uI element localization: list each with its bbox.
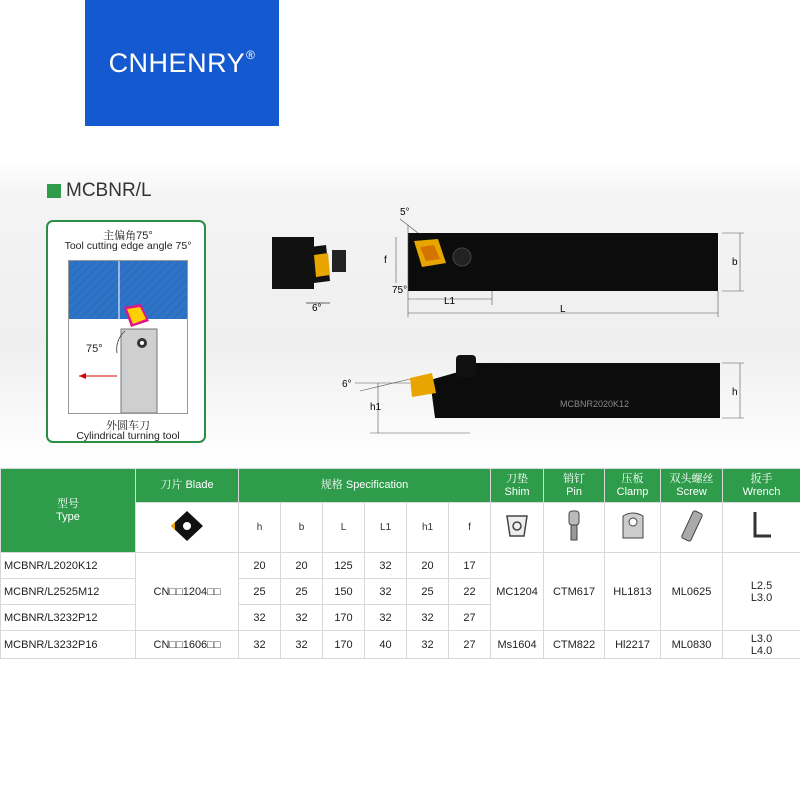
- cell-h1: 25: [407, 579, 449, 605]
- spec-table: [0, 468, 800, 659]
- brand-logo: [85, 0, 279, 126]
- dim-h1: h1: [407, 503, 449, 553]
- cell-b: 32: [281, 631, 323, 659]
- header-clamp: 压板 Clamp: [605, 469, 661, 503]
- diagram-title-en: Tool cutting edge angle 75°: [64, 240, 192, 252]
- cell-h1: 32: [407, 631, 449, 659]
- dim-L1: L1: [365, 503, 407, 553]
- side-view-drawing: [355, 355, 744, 433]
- label-f: f: [384, 255, 387, 266]
- header-wrench: 扳手 Wrench: [723, 469, 800, 503]
- clamp-code: Hl2217: [605, 631, 661, 659]
- diagram-title-cn: 主偏角75°: [103, 230, 153, 242]
- cell-L1: 32: [365, 605, 407, 631]
- cell-f: 27: [449, 631, 491, 659]
- cell-h: 20: [239, 553, 281, 579]
- wrench-icon: [723, 503, 800, 553]
- label-side-angle-6: 6°: [342, 379, 352, 390]
- cell-b: 25: [281, 579, 323, 605]
- header-spec: 规格 Specification: [239, 469, 491, 503]
- cell-f: 17: [449, 553, 491, 579]
- tool-engraving: MCBNR2020K12: [560, 399, 630, 409]
- cell-h1: 32: [407, 605, 449, 631]
- clamp-code: HL1813: [605, 553, 661, 631]
- cell-h: 32: [239, 631, 281, 659]
- shim-code: Ms1604: [491, 631, 544, 659]
- logo-text: CNHENRY®: [108, 47, 256, 78]
- product-heading: [47, 180, 152, 202]
- screw-icon: [661, 503, 723, 553]
- label-angle-5: 5°: [400, 207, 410, 218]
- row-type: MCBNR/L2020K12: [1, 553, 136, 579]
- wrench-code: L2.5 L3.0: [723, 553, 800, 631]
- header-type: 型号 Type: [1, 469, 136, 553]
- shim-code: MC1204: [491, 553, 544, 631]
- dim-h: h: [239, 503, 281, 553]
- table-row: [1, 553, 800, 579]
- diagram-angle-label: 75°: [86, 343, 103, 355]
- cell-b: 32: [281, 605, 323, 631]
- cell-L: 170: [323, 631, 365, 659]
- cell-h: 32: [239, 605, 281, 631]
- label-end-angle-6: 6°: [312, 303, 322, 314]
- table-row: [1, 631, 800, 659]
- label-h: h: [732, 387, 738, 398]
- dim-b: b: [281, 503, 323, 553]
- pin-code: CTM617: [544, 553, 605, 631]
- pin-icon: [544, 503, 605, 553]
- cell-L1: 40: [365, 631, 407, 659]
- blade-code: CN□□1204□□: [136, 553, 239, 631]
- dim-L: L: [323, 503, 365, 553]
- cell-L1: 32: [365, 553, 407, 579]
- cell-L: 125: [323, 553, 365, 579]
- label-angle-75: 75°: [392, 285, 408, 296]
- header-screw: 双头螺丝 Screw: [661, 469, 723, 503]
- header-blade: 刀片 Blade: [136, 469, 239, 503]
- shim-icon: [491, 503, 544, 553]
- cell-L: 170: [323, 605, 365, 631]
- diagram-caption-en: Cylindrical turning tool: [76, 430, 180, 442]
- dim-f: f: [449, 503, 491, 553]
- header-shim: 刀垫 Shim: [491, 469, 544, 503]
- row-type: MCBNR/L3232P16: [1, 631, 136, 659]
- label-b: b: [732, 257, 738, 268]
- cell-h1: 20: [407, 553, 449, 579]
- cell-L: 150: [323, 579, 365, 605]
- cell-b: 20: [281, 553, 323, 579]
- diagram-drawing: [68, 260, 188, 414]
- label-L: L: [560, 304, 566, 315]
- screw-code: ML0625: [661, 553, 723, 631]
- blade-insert-icon: [136, 503, 239, 553]
- pin-code: CTM822: [544, 631, 605, 659]
- clamp-icon: [605, 503, 661, 553]
- row-type: MCBNR/L2525M12: [1, 579, 136, 605]
- label-h1: h1: [370, 402, 382, 413]
- end-view-drawing: [272, 237, 346, 303]
- heading-square-icon: [47, 184, 61, 198]
- cutting-angle-diagram: [46, 220, 206, 443]
- header-pin: 销钉 Pin: [544, 469, 605, 503]
- wrench-code: L3.0 L4.0: [723, 631, 800, 659]
- cell-h: 25: [239, 579, 281, 605]
- label-L1: L1: [444, 296, 456, 307]
- blade-code: CN□□1606□□: [136, 631, 239, 659]
- cell-f: 22: [449, 579, 491, 605]
- cell-f: 27: [449, 605, 491, 631]
- heading-text: MCBNR/L: [66, 180, 152, 201]
- cell-L1: 32: [365, 579, 407, 605]
- screw-code: ML0830: [661, 631, 723, 659]
- tool-holder-drawing: [260, 195, 780, 460]
- diagram-caption-cn: 外圆车刀: [106, 420, 150, 432]
- row-type: MCBNR/L3232P12: [1, 605, 136, 631]
